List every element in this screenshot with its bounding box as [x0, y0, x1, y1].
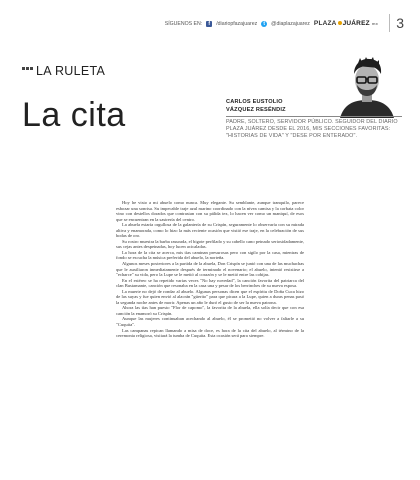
follow-label: SÍGUENOS EN: [164, 20, 203, 27]
brand-left: PLAZA [313, 20, 337, 27]
article-paragraph: La hora de la cita se acerca, mis tías caminan presurosas pero con sigilo por la casa, mientras de fondo se escucha la música preferida del abuelo, la norteña. [116, 249, 304, 261]
facebook-icon[interactable]: f [206, 21, 212, 27]
page-number: 3 [389, 14, 404, 32]
section-header [22, 64, 105, 78]
author-name-line2: VÁZQUEZ RESÉNDIZ [226, 106, 286, 113]
article-paragraph: Hoy he visto a mi abuelo como nunca. Muy elegante. Su semblante, aunque tranquilo, parece esbozar una sonrisa. Su impecable traje azul marino coordinado con la nívea camisa y la corbata color vino con destellos dorados que contrastan con su pálida tez, lo hacen ver como un maniquí, de esos que se encuentran en la sastrería del centro. [116, 200, 304, 222]
article-paragraph: Algunos meses posteriores a la partida de la abuela, Don Crispín se juntó con una de las muchachas que le auxiliaron inmediatamente después de terminado el novenario; el abuelo, intentó resistirse a "echarce" su vida, pero la Lupe se le metió al corazón y se le metió entre las cobijas. [116, 261, 304, 278]
article-paragraph: En el estéreo se ha repetido varias veces "No hay novedad", la canción favorita del patriarca del clan Bustamante, canción que resonaba en la casa una y pesar de los berrinches de su nueva esposa. [116, 277, 304, 289]
twitter-handle[interactable]: @diaplazajuarez [271, 20, 310, 27]
brand-logo [314, 20, 378, 27]
article-title: La cita [22, 96, 126, 134]
author-box [226, 99, 402, 139]
article-paragraph: La abuela estaría orgullosa de la galantería de su Crispín, seguramente lo observaría con su mirada altiva y enamorada, como lo hizo la más reciente ocasión que vistió ese traje, en la celebración de sus bodas de oro. [116, 222, 304, 239]
article-paragraph: Ahora las tías han puesto "Flor de capomo", la favorita de la abuela, ella solía decir que con esa canción la enamoró su Crispín. [116, 305, 304, 316]
article-paragraph: La muerte no dejó de rondar al abuelo. Algunas personas dicen que el espíritu de Doña Cuca hizo de las suyas y fue quien envió al alacrán "güerito" para que picara a la Lupe, quien a duras penas pasó la segunda noche antes de morir. Apenas un año le duró el gusto de ser la nueva patrona. [116, 288, 304, 305]
facebook-handle[interactable]: /diariopfazajuarez [216, 20, 258, 27]
brand-suffix: mx [371, 21, 378, 26]
article-paragraph: Las campanas repican llamando a misa de doce, es hora de la cita del abuelo, al término de la ceremonia religiosa, visitará la tumba de Cuquita. Esta ocasión será para siempre. [116, 327, 304, 339]
social-links [165, 20, 378, 27]
author-divider [226, 116, 402, 117]
author-bio: PADRE, SOLTERO, SERVIDOR PÚBLICO. SEGUIDOR DEL DIARIO PLAZA JUÁREZ DESDE EL 2016, MIS SECCIONES FAVORITAS: "HISTORIAS DE VIDA" Y "DESE POR ENTERADO". [226, 119, 398, 139]
brand-right: JUÁREZ [342, 20, 370, 27]
twitter-icon[interactable]: t [261, 21, 267, 27]
section-label: LA RULETA [36, 64, 106, 78]
article-paragraph: Su rostro muestra la barba rasurada, el bigote perfilado y su cabello cano peinado seriosidadamente, sus cejas antes despeinadas, hoy lucen acicaladas. [116, 238, 304, 250]
article-body [116, 200, 304, 339]
author-name-line1: CARLOS EUSTOLIO [226, 99, 283, 105]
section-squares-icon [22, 67, 33, 70]
article-paragraph: Aunque las mujeres continuaban acechando al abuelo, él se prometió no volver a faltarle a su "Cuquita". [116, 316, 304, 328]
top-bar [0, 14, 420, 36]
brand-dot-icon [338, 21, 342, 25]
